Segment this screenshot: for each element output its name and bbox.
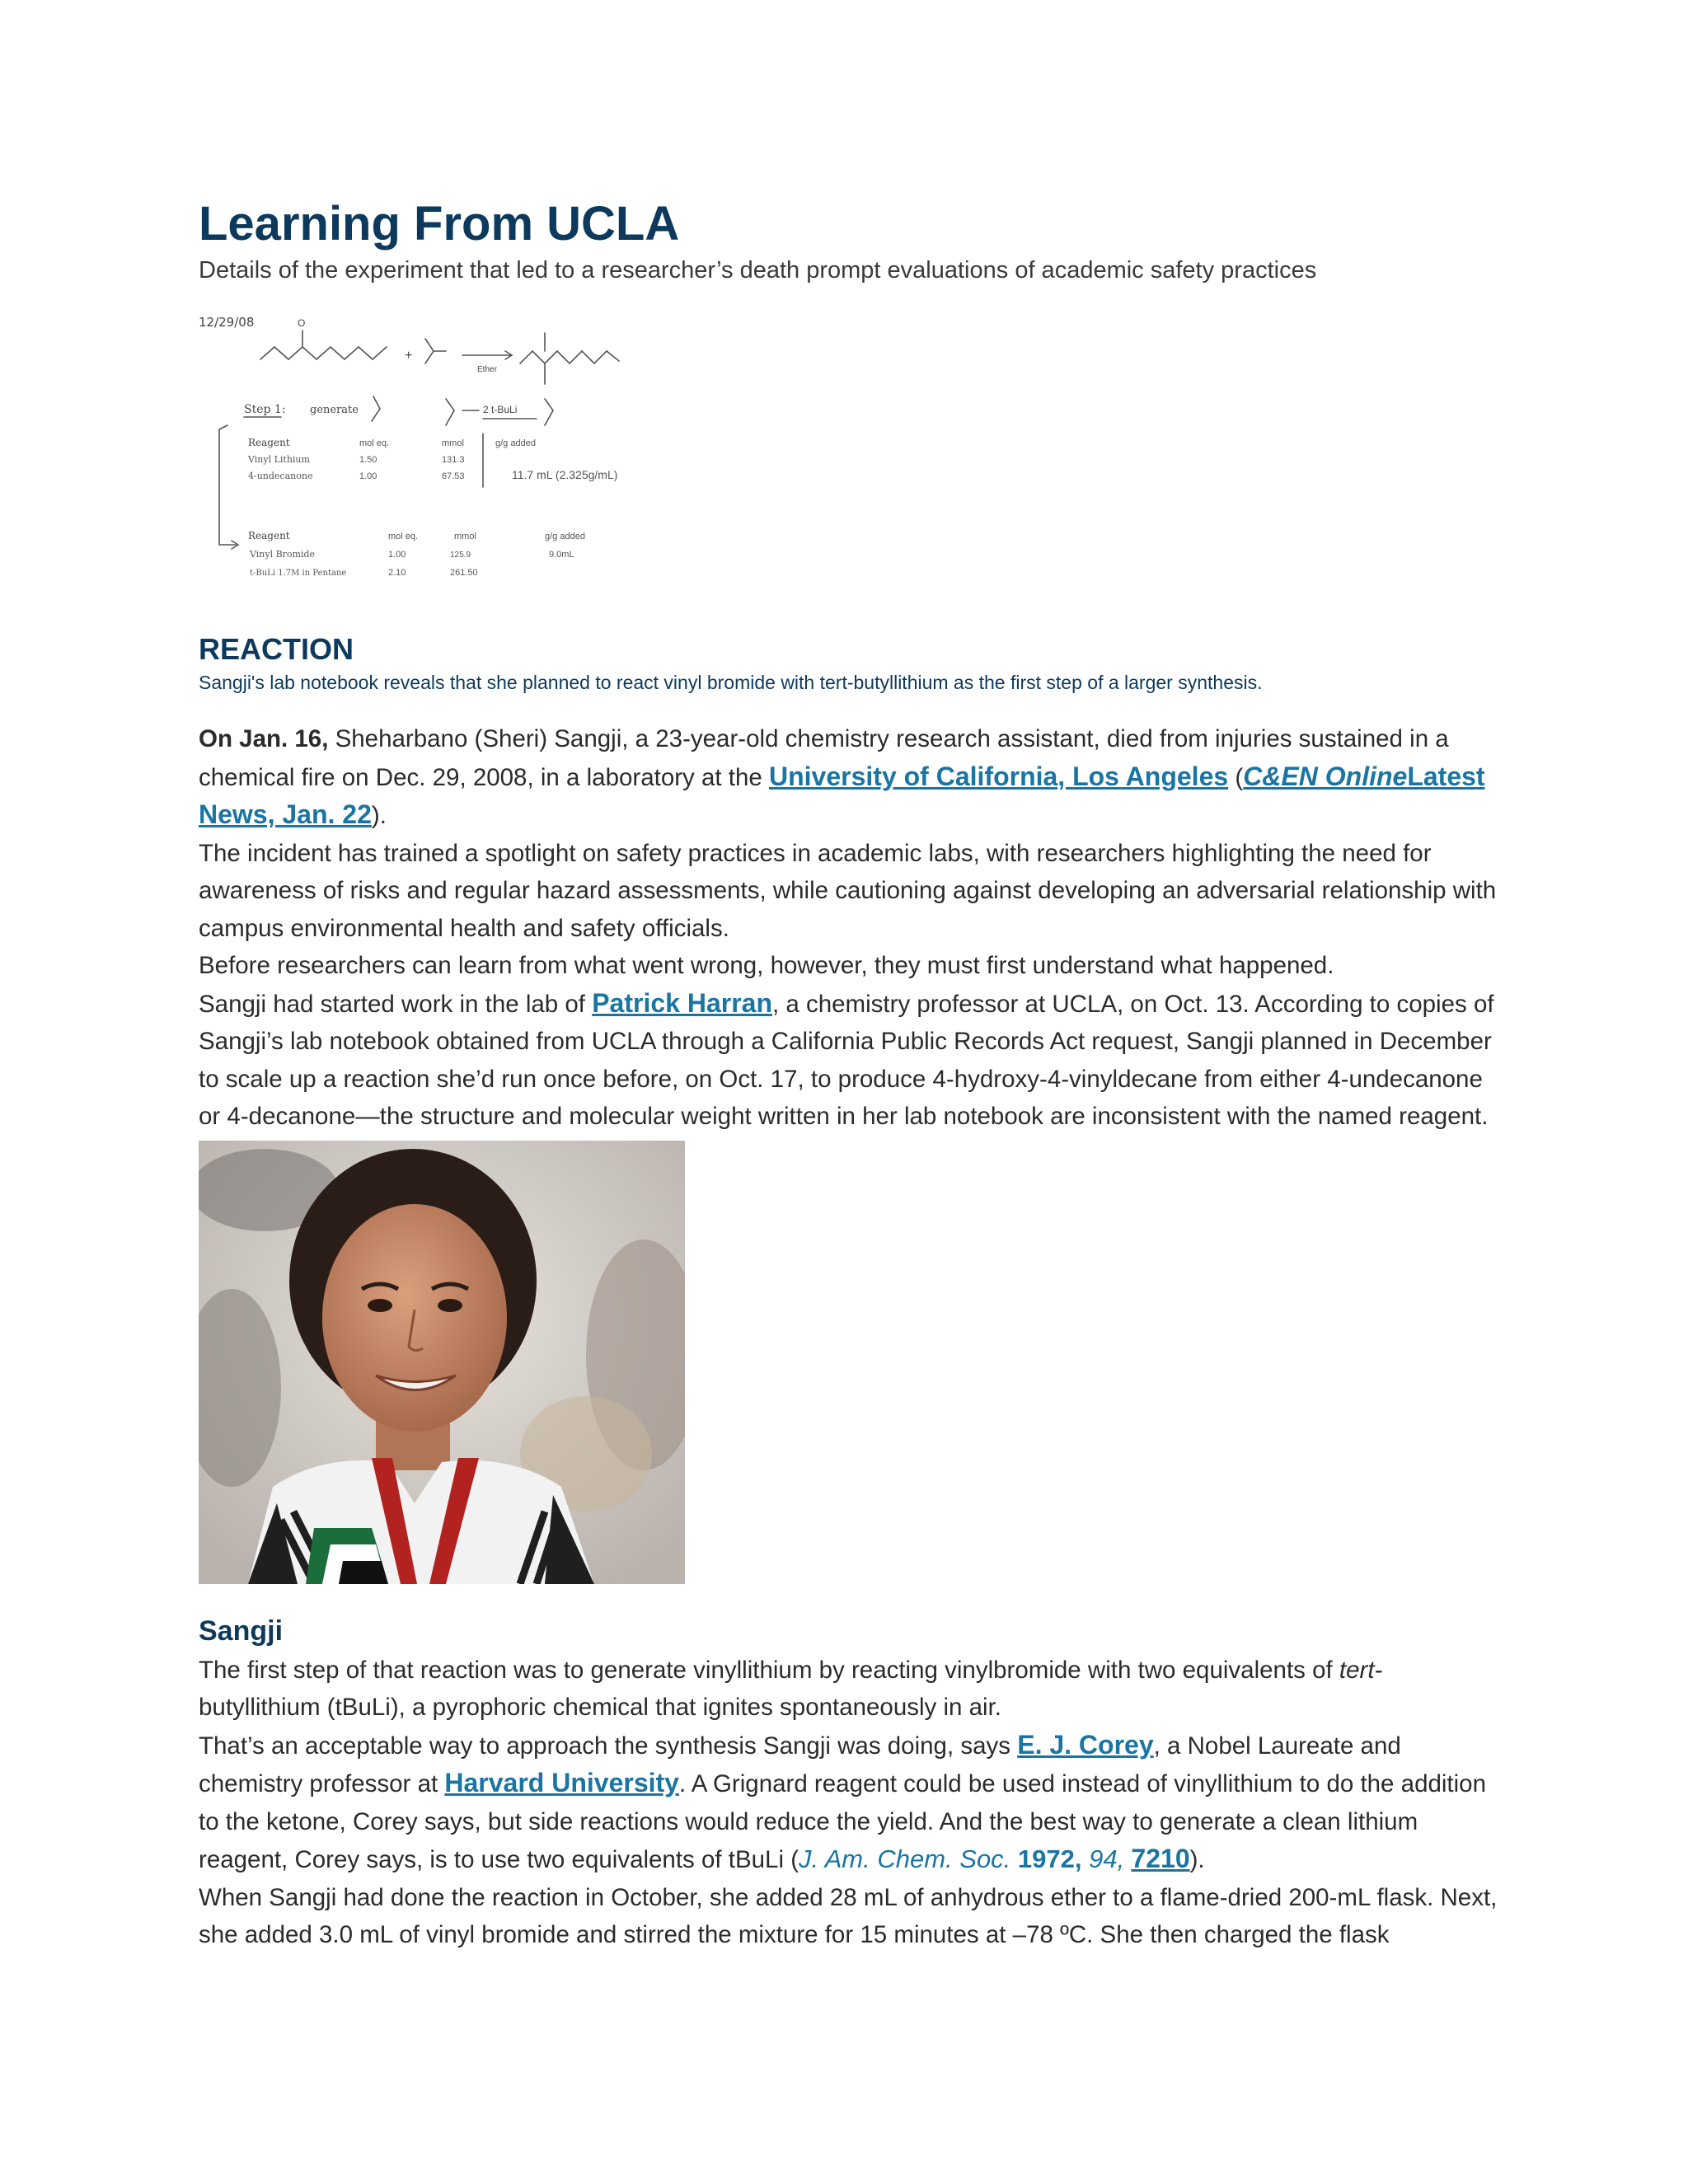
paragraph-3: Before researchers can learn from what went wrong, however, they must first understand what happened. [199,952,1334,979]
notebook-row-2a: Vinyl Bromide [250,549,316,560]
svg-text:+: + [405,349,413,363]
notebook-step: Step 1: [244,403,286,416]
notebook-row-1b: 4-undecanone [248,471,313,481]
figure-heading-sangji: Sangji [199,1615,284,1647]
paragraph-5: The first step of that reaction was to generate vinyllithium by reacting vinylbromide with two equivalents of tert-butyllithium (tBuLi), a pyrophoric chemical that ignites spontaneously in air. [199,1656,1383,1721]
link-citation-page[interactable]: 7210 [1131,1844,1190,1873]
vinyl-fragment [425,339,434,363]
svg-text:131.3: 131.3 [442,455,465,465]
svg-text:9.0mL: 9.0mL [549,550,574,560]
lab-notebook-image [199,310,635,598]
portrait-photo [199,1141,685,1584]
svg-text:2.10: 2.10 [388,568,406,578]
svg-text:mol eq.: mol eq. [388,532,419,541]
svg-text:261.50: 261.50 [450,568,478,578]
svg-text:Ether: Ether [477,365,497,374]
svg-text:11.7 mL (2.325g/mL): 11.7 mL (2.325g/mL) [512,468,618,481]
notebook-row-1a: Vinyl Lithium [248,454,310,465]
notebook-row-2b: t-BuLi 1.7M in Pentane [250,569,347,578]
citation-volume: 94, [1081,1844,1125,1873]
article [199,194,1501,1954]
article-deck: Details of the experiment that led to a researcher’s death prompt evaluations of academic safety practices [199,257,1317,284]
paragraph-2: The incident has trained a spotlight on safety practices in academic labs, with researchers highlighting the need for awareness of risks and regular hazard assessments, while cautioning against developing an adversarial relationship with campus environmental health and safety officials. [199,839,1497,942]
notebook-sketch [199,310,635,598]
svg-text:1.00: 1.00 [359,471,377,481]
svg-text:125.9: 125.9 [450,551,471,560]
paragraph-7: When Sangji had done the reaction in October, she added 28 mL of anhydrous ether to a flame-dried 200-mL flask. Next, she added 3.0 mL of vinyl bromide and stirred the mixture for 15 minutes at –78 ºC. She then charged the flask [199,1883,1498,1948]
svg-text:g/g added: g/g added [545,532,585,541]
portrait-illustration [199,1141,685,1584]
notebook-reagent-1: Reagent [248,437,290,448]
product-chain [520,351,619,363]
link-ej-corey[interactable]: E. J. Corey [1017,1729,1154,1760]
article-body [199,720,1501,1136]
svg-text:2 t-BuLi: 2 t-BuLi [483,404,518,415]
figure-heading-reaction: REACTION [199,632,354,666]
svg-text:g/g added: g/g added [495,438,536,448]
article-title: Learning From UCLA [199,197,680,251]
paragraph-lead: On Jan. 16, [199,725,329,752]
svg-text:1.00: 1.00 [388,550,406,560]
svg-text:1.50: 1.50 [359,455,377,465]
notebook-date: 12/29/08 [199,315,255,330]
link-patrick-harran[interactable]: Patrick Harran [592,987,772,1018]
svg-text:mol eq.: mol eq. [359,438,390,448]
notebook-generate: generate [310,404,359,416]
figure-caption: Sangji's lab notebook reveals that she planned to react vinyl bromide with tert-butyllithium as the first step of a larger synthesis. [199,672,1263,693]
svg-text:O: O [298,317,306,329]
link-cen-latest-news[interactable]: C&EN OnlineLatest News, Jan. 22 [199,761,1485,829]
svg-text:67.53: 67.53 [442,471,465,481]
link-harvard-university[interactable]: Harvard University [444,1768,679,1797]
svg-text:mmol: mmol [442,438,464,448]
paragraph-1: On Jan. 16, Sheharbano (Sheri) Sangji, a 23-year-old chemistry research assistant, died from injuries sustained in a chemical fire on Dec. 29, 2008, in a laboratory at the University of California, Los Angeles (C&EN OnlineLatest News, Jan. 22). [199,725,1485,829]
citation-year: 1972, [1010,1844,1082,1873]
svg-text:mmol: mmol [454,532,476,541]
paragraph-4: Sangji had started work in the lab of Patrick Harran, a chemistry professor at UCLA, on Oct. 13. According to copies of Sangji’s lab notebook obtained from UCLA through a California Public Records Act request, Sangji planned in December to scale up a reaction she’d run once before, on Oct. 17, to produce 4-hydroxy-4-vinyldecane from either 4-undecanone or 4-decanone—the structure and molecular weight written in her lab notebook are inconsistent with the named reagent. [199,987,1494,1130]
citation-journal: J. Am. Chem. Soc. [799,1844,1011,1873]
notebook-reagent-2: Reagent [248,530,290,541]
article-body-continued [199,1652,1501,1954]
ketone-chain [260,347,387,359]
paragraph-6: That’s an acceptable way to approach the synthesis Sangji was doing, says E. J. Corey, a Nobel Laureate and chemistry professor at Harvard University. A Grignard reagent could be used instead of vinyllithium to do the addition to the ketone, Corey says, but side reactions would reduce the yield. And the best way to generate a clean lithium reagent, Corey says, is to use two equivalents of tBuLi (J. Am. Chem. Soc. 1972, 94, 7210). [199,1729,1486,1873]
link-ucla[interactable]: University of California, Los Angeles [769,761,1229,791]
